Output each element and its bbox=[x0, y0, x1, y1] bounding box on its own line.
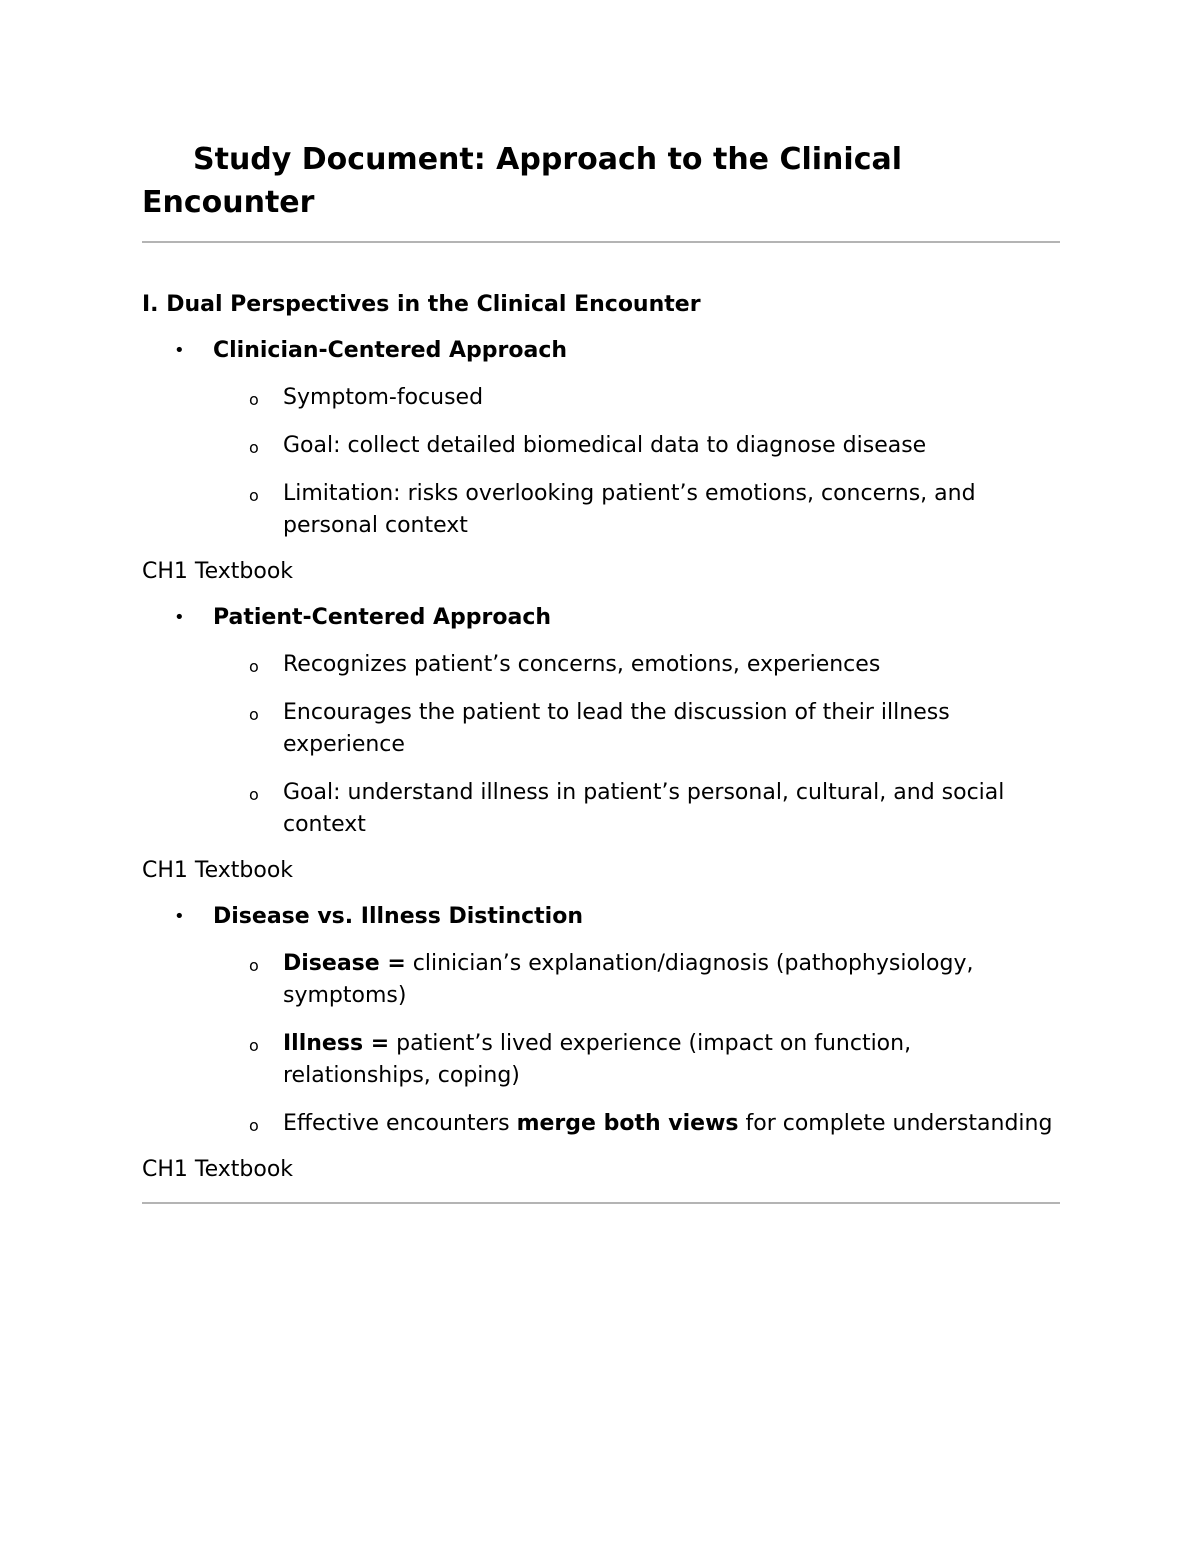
term-illness: Illness = bbox=[283, 1031, 390, 1056]
list-item-text: Limitation: risks overlooking patient’s emotions, concerns, and personal context bbox=[283, 481, 976, 538]
bottom-divider bbox=[142, 1202, 1060, 1204]
sub-bullet-icon: o bbox=[249, 486, 259, 505]
list-item bbox=[142, 382, 1060, 414]
list-item-text: clinician’s explanation/diagnosis (pathophysiology, symptoms) bbox=[283, 951, 974, 1008]
list-item bbox=[142, 777, 1060, 841]
list-item-text: Goal: collect detailed biomedical data to diagnose disease bbox=[283, 433, 927, 458]
topic-disease-vs-illness bbox=[142, 902, 1060, 932]
list-item-text: patient’s lived experience (impact on function, relationships, coping) bbox=[283, 1031, 912, 1088]
list-item-text: Encourages the patient to lead the discussion of their illness experience bbox=[283, 700, 950, 757]
term-disease: Disease = bbox=[283, 951, 406, 976]
sub-bullet-icon: o bbox=[249, 390, 259, 409]
list-item bbox=[142, 697, 1060, 761]
list-item-text: for complete understanding bbox=[738, 1111, 1053, 1136]
topic-clinician-centered bbox=[142, 336, 1060, 366]
top-divider bbox=[142, 241, 1060, 243]
topic-patient-centered bbox=[142, 603, 1060, 633]
bullet-icon: • bbox=[174, 607, 185, 628]
source-reference: CH1 Textbook bbox=[142, 559, 294, 584]
bullet-icon: • bbox=[174, 340, 185, 361]
list-item bbox=[142, 478, 1060, 542]
topic-label: Disease vs. Illness Distinction bbox=[213, 904, 583, 929]
sub-bullet-icon: o bbox=[249, 657, 259, 676]
sub-bullet-icon: o bbox=[249, 956, 259, 975]
sub-bullet-icon: o bbox=[249, 785, 259, 804]
bullet-icon: • bbox=[174, 906, 185, 927]
list-item bbox=[142, 649, 1060, 681]
list-item-text-pre: Effective encounters bbox=[283, 1111, 517, 1136]
list-item-text: Symptom-focused bbox=[283, 385, 484, 410]
list-item-text: Recognizes patient’s concerns, emotions, experiences bbox=[283, 652, 881, 677]
list-item bbox=[142, 1108, 1060, 1140]
source-reference: CH1 Textbook bbox=[142, 1157, 294, 1182]
document-title: Study Document: Approach to the Clinical Encounter bbox=[142, 142, 902, 220]
topic-label: Clinician-Centered Approach bbox=[213, 338, 568, 363]
list-item bbox=[142, 948, 1060, 1012]
document-page bbox=[142, 138, 1060, 1204]
emphasis-merge-both-views: merge both views bbox=[516, 1111, 739, 1136]
sub-bullet-icon: o bbox=[249, 1036, 259, 1055]
source-reference: CH1 Textbook bbox=[142, 858, 294, 883]
sub-bullet-icon: o bbox=[249, 705, 259, 724]
sub-bullet-icon: o bbox=[249, 438, 259, 457]
topic-label: Patient-Centered Approach bbox=[213, 605, 552, 630]
list-item bbox=[142, 430, 1060, 462]
section-heading: I. Dual Perspectives in the Clinical Encounter bbox=[142, 292, 701, 317]
list-item-text: Goal: understand illness in patient’s personal, cultural, and social context bbox=[283, 780, 1005, 837]
list-item bbox=[142, 1028, 1060, 1092]
sub-bullet-icon: o bbox=[249, 1116, 259, 1135]
